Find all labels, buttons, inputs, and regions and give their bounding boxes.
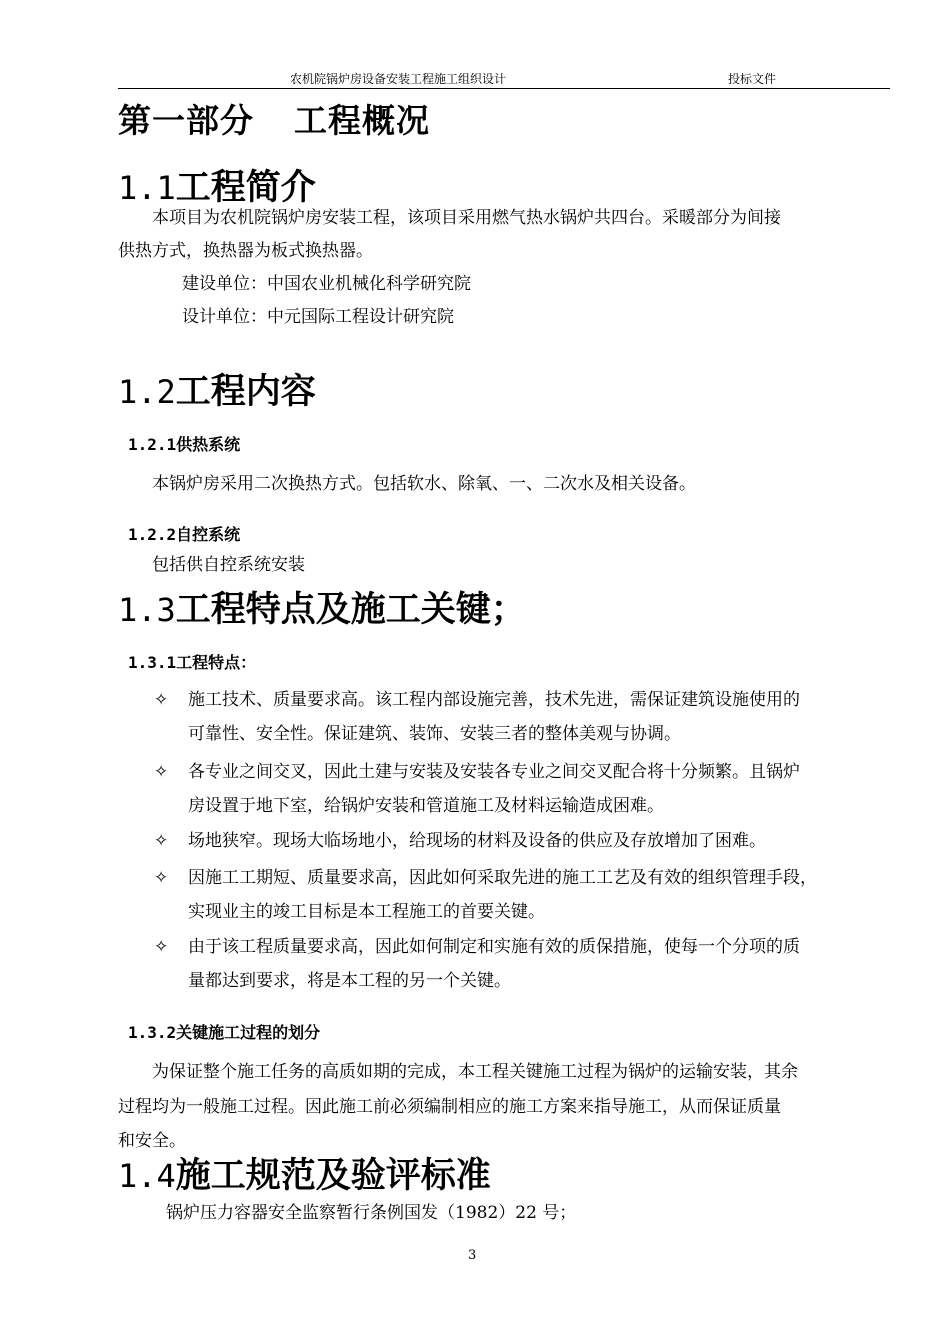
- section-number: 1.3: [118, 591, 176, 629]
- section-title: 施工规范及验评标准: [175, 1156, 491, 1196]
- s1-2-2-text: 包括供自控系统安装: [152, 555, 305, 575]
- subsection-title: 工程特点：: [176, 653, 257, 672]
- section-1-3-heading: [118, 582, 526, 632]
- subsection-title: 供热系统: [176, 435, 241, 454]
- subsection-number: 1.2.1: [128, 435, 177, 454]
- s1-3-2-line3: 和安全。: [118, 1131, 186, 1151]
- bullet-5-line2: 量都达到要求，将是本工程的另一个关键。: [188, 971, 511, 991]
- subsection-1-2-1-heading: [128, 432, 240, 455]
- subsection-1-2-2-heading: [128, 522, 240, 545]
- page-number: 3: [468, 1248, 477, 1263]
- bullet-1-line1: 施工技术、质量要求高。该工程内部设施完善，技术先进，需保证建筑设施使用的: [188, 690, 800, 710]
- bullet-5-line1: 由于该工程质量要求高，因此如何制定和实施有效的质保措施，使每一个分项的质: [188, 937, 800, 957]
- bullet-3-line1: 场地狭窄。现场大临场地小，给现场的材料及设备的供应及存放增加了困难。: [188, 831, 766, 851]
- header-doc-type: 投标文件: [728, 72, 777, 86]
- s1-1-designer: 设计单位：中元国际工程设计研究院: [182, 307, 454, 327]
- section-number: 1.4: [118, 1157, 176, 1195]
- bullet-diamond-icon: ✧: [154, 831, 169, 851]
- header-title: 农机院锅炉房设备安装工程施工组织设计: [290, 72, 507, 86]
- bullet-2-line1: 各专业之间交叉，因此土建与安装及安装各专业之间交叉配合将十分频繁。且锅炉: [188, 762, 800, 782]
- s1-4-line1: 锅炉压力容器安全监察暂行条例国发（1982）22 号；: [166, 1203, 577, 1223]
- section-1-4-heading: [118, 1148, 491, 1198]
- part-name: 工程概况: [294, 101, 430, 140]
- subsection-number: 1.3.2: [128, 1023, 177, 1042]
- subsection-number: 1.3.1: [128, 653, 177, 672]
- header-divider: [118, 88, 890, 89]
- bullet-1-line2: 可靠性、安全性。保证建筑、装饰、安装三者的整体美观与协调。: [188, 724, 681, 744]
- subsection-title: 自控系统: [176, 525, 241, 544]
- bullet-4-line1: 因施工工期短、质量要求高，因此如何采取先进的施工工艺及有效的组织管理手段，: [188, 868, 817, 888]
- bullet-2-line2: 房设置于地下室，给锅炉安装和管道施工及材料运输造成困难。: [188, 796, 664, 816]
- section-1-2-heading: [118, 364, 316, 414]
- s1-1-para-line1: 本项目为农机院锅炉房安装工程，该项目采用燃气热水锅炉共四台。采暖部分为间接: [152, 208, 781, 228]
- section-title: 工程特点及施工关键；: [175, 590, 526, 630]
- subsection-1-3-1-heading: [128, 650, 256, 673]
- bullet-diamond-icon: ✧: [154, 868, 169, 888]
- bullet-diamond-icon: ✧: [154, 762, 169, 782]
- s1-1-builder: 建设单位：中国农业机械化科学研究院: [182, 274, 471, 294]
- subsection-1-3-2-heading: [128, 1020, 320, 1043]
- s1-3-2-line1: 为保证整个施工任务的高质如期的完成，本工程关键施工过程为锅炉的运输安装，其余: [152, 1062, 798, 1082]
- s1-1-para-line2: 供热方式，换热器为板式换热器。: [118, 241, 373, 261]
- part-label: 第一部分: [118, 101, 254, 140]
- subsection-number: 1.2.2: [128, 525, 177, 544]
- section-number: 1.2: [118, 373, 176, 411]
- s1-2-1-text: 本锅炉房采用二次换热方式。包括软水、除氧、一、二次水及相关设备。: [152, 474, 696, 494]
- s1-3-2-line2: 过程均为一般施工过程。因此施工前必须编制相应的施工方案来指导施工，从而保证质量: [118, 1097, 781, 1117]
- subsection-title: 关键施工过程的划分: [176, 1023, 321, 1042]
- section-title: 工程简介: [175, 168, 316, 208]
- section-title: 工程内容: [175, 372, 316, 412]
- part-title: [118, 95, 430, 142]
- section-number: 1.1: [118, 169, 176, 207]
- bullet-diamond-icon: ✧: [154, 937, 169, 957]
- bullet-4-line2: 实现业主的竣工目标是本工程施工的首要关键。: [188, 902, 545, 922]
- bullet-diamond-icon: ✧: [154, 690, 169, 710]
